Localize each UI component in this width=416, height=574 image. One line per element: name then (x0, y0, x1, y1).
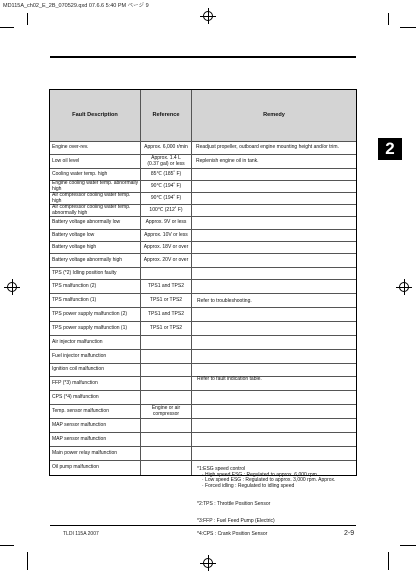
crop-mark (27, 13, 28, 25)
reference-line: (0.37 gal) or less (147, 160, 185, 167)
table-row (50, 242, 356, 254)
remedy (192, 230, 356, 241)
remedy (192, 242, 356, 253)
reference (141, 447, 192, 460)
fault-description: Engine cooling water temp. abnormally high (50, 181, 141, 192)
reference-line: Approx. 6,000 r/min (144, 144, 188, 151)
fault-description: Battery voltage abnormally high (50, 254, 141, 267)
reference-lines (149, 208, 182, 214)
crop-mark (388, 13, 389, 25)
reference-lines (144, 245, 188, 251)
note-esg-forced: · Forced idling : Regulated to idling speed (202, 482, 295, 489)
remedy (192, 433, 356, 446)
reference-line: TPS1 and TPS2 (147, 310, 185, 317)
reference-lines (150, 298, 182, 304)
reference (141, 155, 192, 168)
reference (141, 169, 192, 180)
fault-description: CPS (*4) malfunction (50, 391, 141, 404)
remedy (192, 350, 356, 363)
chapter-tab: 2 (378, 138, 402, 160)
reference-line: Approx. 1.4 L (151, 154, 181, 161)
note-tps: *2:TPS : Throttle Position Sensor (197, 501, 271, 507)
reference (141, 322, 192, 335)
reference-lines (144, 145, 188, 151)
table-row (50, 268, 356, 280)
remedy (192, 322, 356, 335)
fault-description: TPS malfunction (2) (50, 280, 141, 293)
remedy (192, 405, 356, 418)
registration-mark (200, 555, 216, 571)
table-row (50, 254, 356, 268)
header-remedy: Remedy (263, 111, 285, 118)
reference-lines (146, 220, 187, 226)
fault-description: Engine over-rev. (50, 142, 141, 154)
remedy (192, 280, 356, 293)
crop-mark (400, 545, 416, 546)
page-number: 2-9 (344, 530, 355, 537)
fault-description: Main power relay malfunction (50, 447, 141, 460)
remedy (192, 181, 356, 192)
fault-description: Battery voltage high (50, 242, 141, 253)
fault-description: TPS (*2) Idling position faulty (50, 268, 141, 279)
remedy (192, 254, 356, 267)
table-row (50, 419, 356, 433)
reference-line: Approx. 20V or over (143, 256, 189, 263)
reference-line: Approx. 10V or less (144, 231, 188, 238)
fault-description: TPS malfunction (1) (50, 294, 141, 307)
reference-lines (151, 184, 181, 190)
reference-line: TPS1 or TPS2 (149, 296, 183, 303)
fault-description: Air injector malfunction (50, 336, 141, 349)
reference-line: Approx. 9V or less (145, 219, 187, 226)
remedy (192, 142, 356, 154)
reference (141, 377, 192, 390)
reference (141, 268, 192, 279)
crop-mark (388, 552, 389, 570)
reference-lines (152, 406, 180, 417)
reference (141, 205, 192, 216)
fault-description: FFP (*3) malfunction (50, 377, 141, 390)
note-esg-title: *1:ESG speed control (197, 466, 246, 472)
table-row (50, 155, 356, 169)
table-row (50, 336, 356, 350)
reference-lines (151, 172, 181, 178)
fault-description: Oil pump malfunction (50, 461, 141, 475)
remedy-fault-table: Refer to fault indication table. (197, 376, 262, 382)
fault-description: MAP sensor malfunction (50, 419, 141, 432)
crop-mark (27, 552, 28, 570)
notes-block (197, 467, 335, 489)
reference (141, 308, 192, 321)
remedy (192, 336, 356, 349)
remedy (192, 391, 356, 404)
reference-lines (150, 326, 182, 332)
table-row (50, 230, 356, 242)
remedy-troubleshooting: Refer to troubleshooting. (197, 298, 252, 304)
reference-lines (148, 312, 184, 318)
remedy (192, 217, 356, 229)
reference-lines (147, 156, 184, 167)
remedy (192, 268, 356, 279)
reference (141, 294, 192, 307)
remedy (192, 155, 356, 168)
table-row (50, 447, 356, 461)
reference-lines (144, 233, 188, 239)
remedy-line: Replenish engine oil in tank. (196, 157, 259, 164)
table-row (50, 217, 356, 230)
reference (141, 364, 192, 376)
remedy (192, 193, 356, 204)
footer-rule (50, 525, 356, 526)
table-row (50, 308, 356, 322)
note-cps: *4:CPS : Crank Position Sensor (197, 531, 268, 537)
remedy-line: Readjust propeller, outboard engine mounting height and/or trim. (196, 144, 339, 151)
reference (141, 433, 192, 446)
table-body (50, 142, 356, 475)
remedy (192, 364, 356, 376)
remedy (192, 308, 356, 321)
fault-description: Cooling water temp. high (50, 169, 141, 180)
reference-line: Approx. 18V or over (143, 243, 189, 250)
remedy (192, 419, 356, 432)
table-row (50, 280, 356, 294)
reference (141, 242, 192, 253)
fault-description: Battery voltage low (50, 230, 141, 241)
fault-description: Ignition coil malfunction (50, 364, 141, 376)
reference (141, 336, 192, 349)
note-esg-high: · High speed ESG : Regulated to approx. 6,000 rpm. (202, 471, 319, 478)
print-slug-header: MD115A_ch02_E_2B_070529.qxd 07.6.6 5:40 PM ページ 9 (3, 3, 149, 9)
reference-line: 85℃ (185˚ F) (150, 170, 182, 177)
reference (141, 405, 192, 418)
fault-description: Air compressor cooling water temp. high (50, 193, 141, 204)
fault-description: TPS power supply malfunction (2) (50, 308, 141, 321)
registration-mark (396, 279, 412, 295)
fault-description: Low oil level (50, 155, 141, 168)
reference-line: compressor (152, 410, 180, 417)
remedy (192, 447, 356, 460)
reference (141, 217, 192, 229)
reference-line: TPS1 and TPS2 (147, 282, 185, 289)
reference-line: 100℃ (212˚ F) (149, 206, 183, 213)
reference-line: Engine or air (151, 404, 181, 411)
reference (141, 230, 192, 241)
registration-mark (200, 8, 216, 24)
remedy (192, 169, 356, 180)
reference-line: 90℃ (194˚ F) (150, 182, 182, 189)
table-row (50, 405, 356, 419)
fault-description: Battery voltage abnormally low (50, 217, 141, 229)
fault-description: MAP sensor malfunction (50, 433, 141, 446)
table-row (50, 205, 356, 217)
crop-mark (0, 27, 14, 28)
table-row (50, 142, 356, 155)
registration-mark (4, 279, 20, 295)
header-reference: Reference (141, 90, 192, 141)
crop-mark (400, 27, 416, 28)
reference (141, 461, 192, 475)
fault-description: TPS power supply malfunction (1) (50, 322, 141, 335)
reference-line: TPS1 or TPS2 (149, 324, 183, 331)
header-fault-description: Fault Description (50, 90, 141, 141)
remedy (192, 205, 356, 216)
reference (141, 181, 192, 192)
table-row (50, 433, 356, 447)
table-header-row (50, 90, 356, 142)
reference-lines (151, 196, 181, 202)
reference-lines (144, 258, 188, 264)
reference-line: 90℃ (194˚ F) (150, 194, 182, 201)
reference (141, 419, 192, 432)
reference (141, 193, 192, 204)
fault-description: Air compressor cooling water temp. abnormally high (50, 205, 141, 216)
table-row (50, 391, 356, 405)
fault-description: Fuel injector malfunction (50, 350, 141, 363)
reference (141, 391, 192, 404)
reference (141, 280, 192, 293)
reference (141, 142, 192, 154)
table-row (50, 350, 356, 364)
reference (141, 254, 192, 267)
reference (141, 350, 192, 363)
header-rule (50, 56, 356, 58)
crop-mark (0, 545, 14, 546)
reference-lines (148, 284, 184, 290)
note-ffp: *3:FFP : Fuel Feed Pump (Electric) (197, 518, 275, 524)
note-esg-low: · Low speed ESG : Regulated to approx. 3,000 rpm. Approx. (202, 477, 336, 484)
footer-model: TLDI 115A 2007 (63, 531, 99, 537)
table-row (50, 322, 356, 336)
fault-description: Temp. sensor malfunction (50, 405, 141, 418)
